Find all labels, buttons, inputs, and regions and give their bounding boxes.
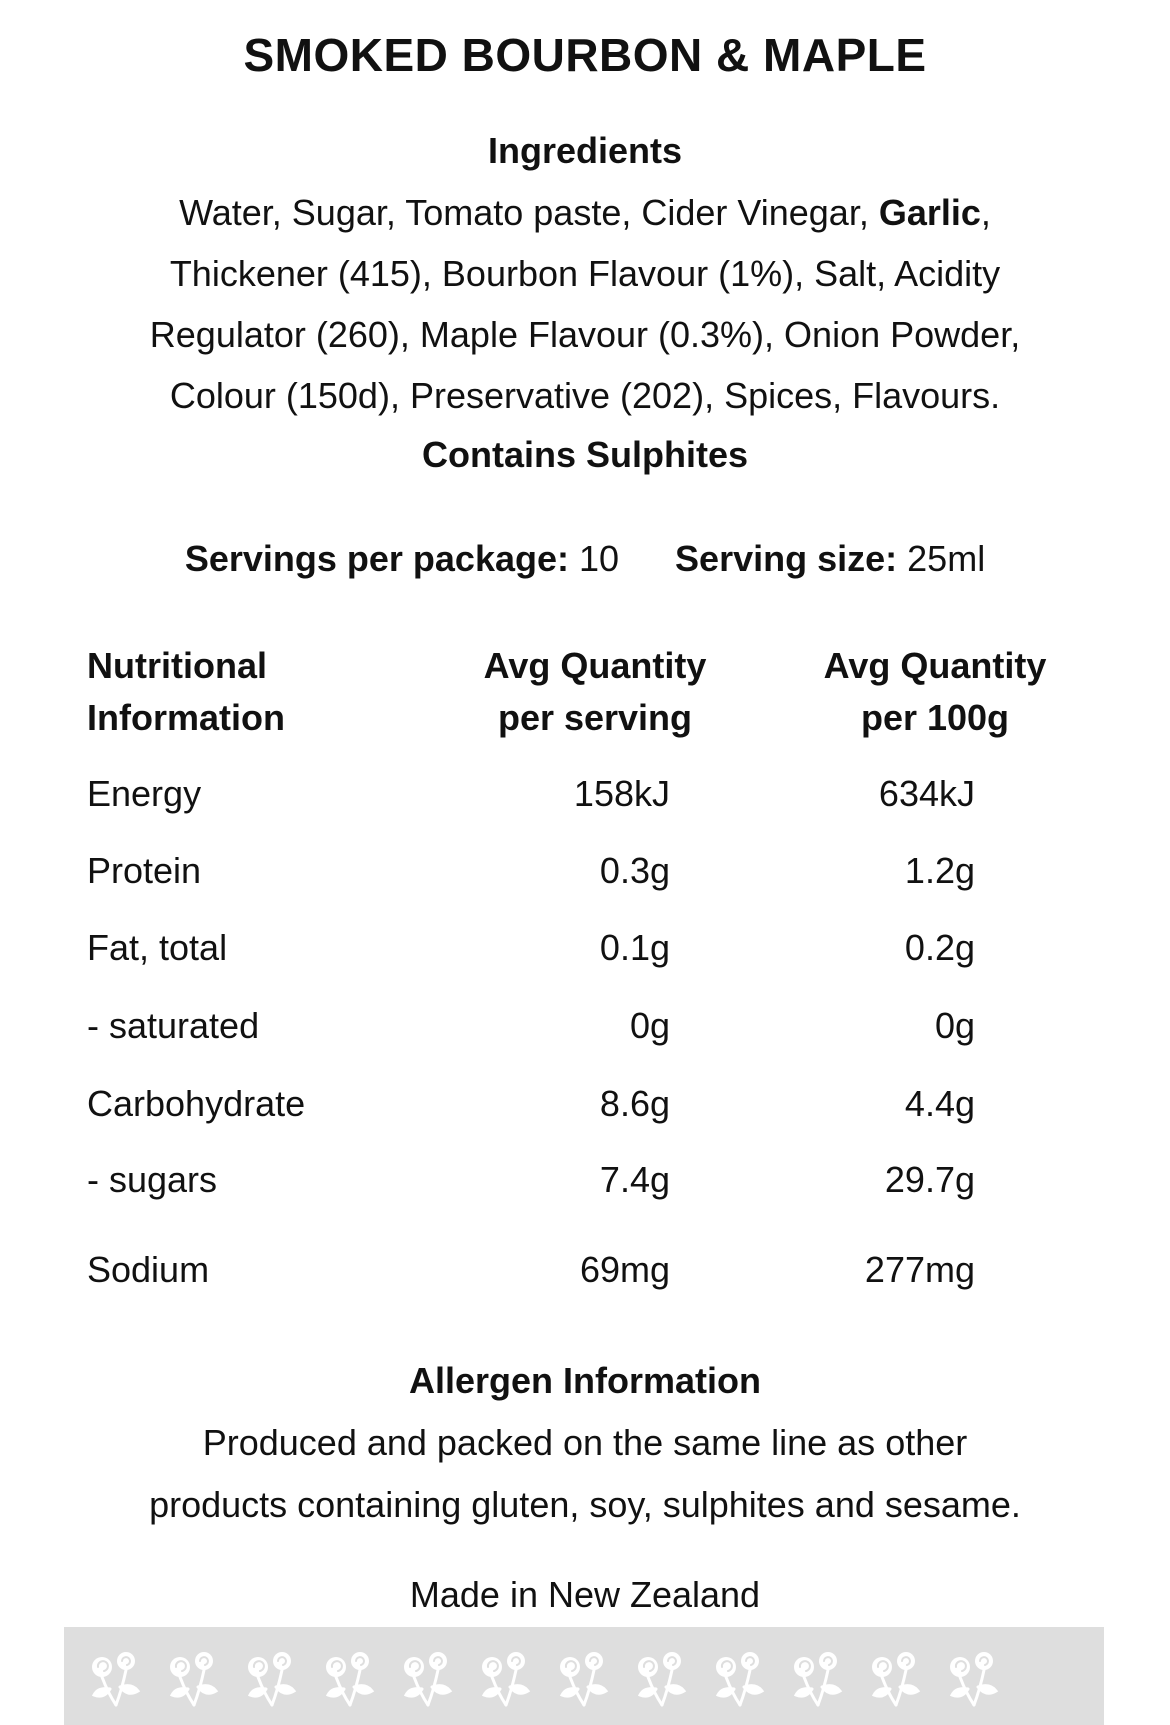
nutrition-row-per-100g: 4.4g xyxy=(904,1083,975,1124)
rose-motif-icon xyxy=(326,1652,372,1705)
ingredients-line-1-end: , xyxy=(980,192,991,233)
nutrition-header-col3-line1: Avg Quantity xyxy=(823,645,1047,686)
nutrition-row-label: Fat, total xyxy=(87,927,228,968)
allergen-line-2: products containing gluten, soy, sulphites and sesame. xyxy=(149,1484,1021,1525)
ingredients-line-2: Thickener (415), Bourbon Flavour (1%), Salt, Acidity xyxy=(169,253,1001,294)
nutrition-row-label: Carbohydrate xyxy=(87,1083,306,1124)
rose-motif-icon xyxy=(248,1652,294,1705)
nutrition-row-per-serving: 0.3g xyxy=(599,850,670,891)
nutrition-header-col2-line1: Avg Quantity xyxy=(483,645,707,686)
nutrition-row-per-100g: 277mg xyxy=(864,1249,975,1290)
nutrition-row-per-serving: 0.1g xyxy=(599,927,670,968)
nutrition-header-col1 xyxy=(87,640,285,744)
rose-motif-icon xyxy=(872,1652,918,1705)
rose-motif-icon xyxy=(560,1652,606,1705)
rose-motif-icon xyxy=(404,1652,450,1705)
nutrition-row-per-100g: 0.2g xyxy=(904,927,975,968)
rose-motif-icon xyxy=(950,1652,996,1705)
nutrition-row-label: - sugars xyxy=(87,1159,218,1200)
allergen-line-1: Produced and packed on the same line as other xyxy=(202,1422,968,1463)
decorative-banner xyxy=(64,1627,1104,1725)
nutrition-header-col1-line1: Nutritional xyxy=(87,645,267,686)
ingredients-heading: Ingredients xyxy=(487,130,683,171)
product-title: SMOKED BOURBON & MAPLE xyxy=(243,29,927,81)
nutrition-row-label: Sodium xyxy=(87,1249,210,1290)
nutrition-row-per-100g: 29.7g xyxy=(884,1159,975,1200)
nutrition-row-per-serving: 8.6g xyxy=(599,1083,670,1124)
nutrition-header-col2 xyxy=(440,640,750,744)
allergen-heading: Allergen Information xyxy=(408,1360,762,1401)
ingredients-line-1-text: Water, Sugar, Tomato paste, Cider Vinegar, xyxy=(179,192,879,233)
nutrition-header-col3-line2: per 100g xyxy=(860,697,1010,738)
rose-pattern-icon xyxy=(64,1627,1104,1725)
nutrition-header-col2-line2: per serving xyxy=(497,697,693,738)
nutrition-row-per-100g: 0g xyxy=(934,1005,975,1046)
nutrition-row-per-100g: 634kJ xyxy=(878,773,975,814)
rose-motif-icon xyxy=(170,1652,216,1705)
nutrition-row-per-100g: 1.2g xyxy=(904,850,975,891)
nutrition-header-col3 xyxy=(780,640,1090,744)
serving-size-label: Serving size: xyxy=(675,538,898,579)
nutrition-header-col1-line2: Information xyxy=(87,697,285,738)
contains-sulphites: Contains Sulphites xyxy=(421,434,749,475)
ingredients-line-3: Regulator (260), Maple Flavour (0.3%), Onion Powder, xyxy=(149,314,1021,355)
serving-size-value: 25ml xyxy=(907,538,986,579)
rose-motif-icon xyxy=(716,1652,762,1705)
nutrition-row-per-serving: 69mg xyxy=(579,1249,670,1290)
nutrition-row-label: Protein xyxy=(87,850,202,891)
servings-per-package-value: 10 xyxy=(579,538,620,579)
nutrition-row-per-serving: 158kJ xyxy=(573,773,670,814)
ingredients-line-4: Colour (150d), Preservative (202), Spices, Flavours. xyxy=(169,375,1001,416)
nutrition-row-label: - saturated xyxy=(87,1005,260,1046)
nutrition-row-per-serving: 7.4g xyxy=(599,1159,670,1200)
nutrition-row-per-serving: 0g xyxy=(629,1005,670,1046)
rose-motif-icon xyxy=(638,1652,684,1705)
rose-motif-icon xyxy=(794,1652,840,1705)
rose-motif-icon xyxy=(482,1652,528,1705)
servings-per-package-label: Servings per package: xyxy=(184,538,569,579)
nutrition-row-label: Energy xyxy=(87,773,202,814)
ingredients-line-1 xyxy=(0,192,1170,234)
made-in: Made in New Zealand xyxy=(409,1574,761,1615)
rose-motif-icon xyxy=(92,1652,138,1705)
servings-line xyxy=(0,538,1170,580)
ingredients-allergen-garlic: Garlic xyxy=(878,192,981,233)
